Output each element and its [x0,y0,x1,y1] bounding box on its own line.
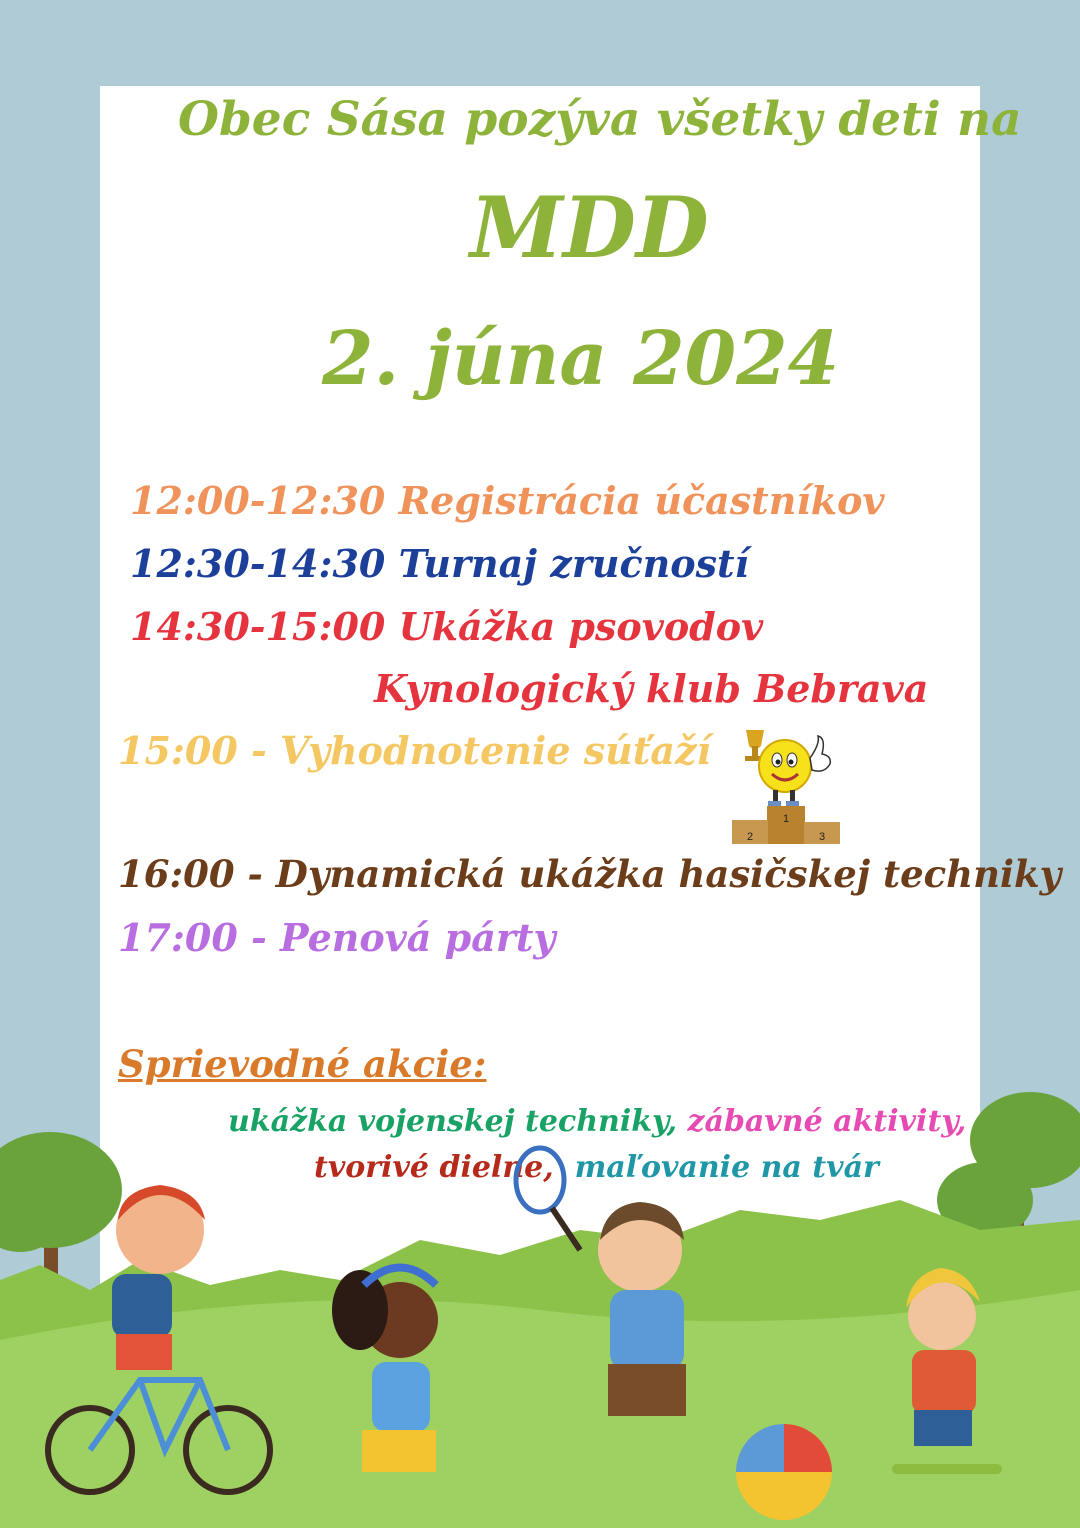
schedule-item-registration: 12:00-12:30 Registrácia účastníkov [130,478,885,523]
podium-label-1: 1 [782,813,790,825]
schedule-item-evaluation: 15:00 - Vyhodnotenie súťaží [118,728,711,773]
invite-text: Obec Sása pozýva všetky deti na [178,92,1022,147]
side-event-military: ukážka vojenskej techniky, [228,1104,678,1139]
podium-label-2: 2 [746,831,754,843]
event-title: MDD [470,178,709,277]
schedule-item-dog-club: Kynologický klub Bebrava [374,666,929,711]
schedule-item-dog-handlers: 14:30-15:00 Ukážka psovodov [130,604,764,649]
event-date: 2. júna 2024 [322,316,840,402]
side-events-heading: Sprievodné akcie: [118,1042,487,1086]
side-event-fun: zábavné aktivity, [687,1104,967,1139]
side-event-face-paint: maľovanie na tvár [574,1150,879,1185]
side-event-workshops: tvorivé dielne, [314,1150,554,1185]
schedule-item-tournament: 12:30-14:30 Turnaj zručností [130,541,749,586]
schedule-item-foam-party: 17:00 - Penová párty [118,915,556,960]
children-playing-illustration [0,1080,1080,1528]
podium-labels [730,718,842,844]
schedule-item-firefighters: 16:00 - Dynamická ukážka hasičskej techniky [118,852,1062,896]
podium-label-3: 3 [818,831,826,843]
